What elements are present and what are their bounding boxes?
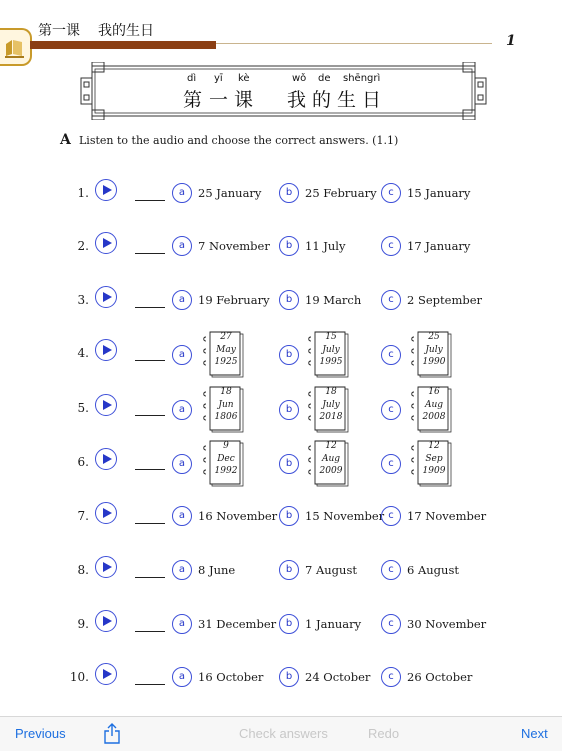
- check-answers-button[interactable]: Check answers: [239, 726, 328, 741]
- option-b-button[interactable]: b: [279, 614, 299, 634]
- next-button[interactable]: Next: [521, 726, 548, 741]
- option-c-button[interactable]: c: [381, 614, 401, 634]
- calendar-month: Sep: [425, 453, 443, 464]
- calendar-month: Aug: [424, 399, 444, 410]
- calendar-month: Aug: [321, 453, 341, 464]
- hanzi-de: 的: [312, 89, 332, 111]
- pinyin-di: dì: [187, 73, 197, 84]
- calendar-day: 16: [428, 387, 440, 397]
- option-b-text: 24 October: [305, 670, 371, 684]
- play-audio-icon[interactable]: [95, 610, 117, 632]
- option-a-button[interactable]: a: [172, 614, 192, 634]
- question-number: 8.: [77, 563, 89, 577]
- answer-blank[interactable]: [135, 415, 165, 416]
- option-a-button[interactable]: a: [172, 454, 192, 474]
- option-c-button[interactable]: c: [381, 345, 401, 365]
- answer-blank[interactable]: [135, 577, 165, 578]
- calendar-month: July: [322, 344, 340, 355]
- play-audio-icon[interactable]: [95, 179, 117, 201]
- calendar-year: 1995: [319, 357, 343, 367]
- answer-blank[interactable]: [135, 253, 165, 254]
- calendar-month: Dec: [217, 453, 235, 464]
- option-a-text: 16 October: [198, 670, 264, 684]
- play-audio-icon[interactable]: [95, 232, 117, 254]
- option-b-button[interactable]: b: [279, 400, 299, 420]
- option-c-text: 17 January: [407, 239, 471, 253]
- calendar-month: July: [425, 344, 443, 355]
- hanzi-ke: 课: [234, 89, 254, 111]
- calendar-day: 25: [428, 332, 440, 342]
- option-a-button[interactable]: a: [172, 560, 192, 580]
- calendar-day: 27: [220, 332, 232, 342]
- question-number: 3.: [77, 293, 89, 307]
- calendar-day: 15: [325, 332, 337, 342]
- play-audio-icon[interactable]: [95, 556, 117, 578]
- question-number: 9.: [77, 617, 89, 631]
- calendar-day: 12: [325, 441, 337, 451]
- calendar-month: May: [216, 344, 236, 355]
- calendar-year: 1909: [422, 466, 446, 476]
- lesson-name: 我的生日: [98, 23, 154, 39]
- play-audio-icon[interactable]: [95, 448, 117, 470]
- option-c-text: 30 November: [407, 617, 487, 631]
- option-b-button[interactable]: b: [279, 454, 299, 474]
- lesson-title-bar: [30, 41, 216, 49]
- share-icon[interactable]: [103, 722, 121, 744]
- page-number: 1: [506, 33, 516, 49]
- pinyin-shengri: shēngrì: [343, 73, 381, 84]
- option-a-text: 31 December: [198, 617, 277, 631]
- option-c-text: 15 January: [407, 186, 471, 200]
- question-number: 1.: [77, 186, 89, 200]
- option-c-button[interactable]: c: [381, 454, 401, 474]
- calendar-year: 1990: [422, 357, 446, 367]
- option-c-text: 26 October: [407, 670, 473, 684]
- lesson-banner-frame: [80, 62, 487, 120]
- book-icon: [0, 28, 32, 66]
- option-a-button[interactable]: a: [172, 506, 192, 526]
- pinyin-ke: kè: [238, 73, 250, 84]
- option-a-text: 25 January: [198, 186, 262, 200]
- option-a-button[interactable]: a: [172, 183, 192, 203]
- hanzi-wo: 我: [287, 89, 307, 111]
- option-b-text: 25 February: [305, 186, 377, 200]
- calendar-year: 1806: [214, 412, 238, 422]
- option-c-button[interactable]: c: [381, 400, 401, 420]
- option-b-text: 15 November: [305, 509, 385, 523]
- option-a-button[interactable]: a: [172, 667, 192, 687]
- calendar-day: 9: [223, 441, 229, 451]
- pinyin-de: de: [318, 73, 331, 84]
- option-a-text: 16 November: [198, 509, 278, 523]
- lesson-label: 第一课: [38, 23, 80, 39]
- redo-button[interactable]: Redo: [368, 726, 400, 741]
- calendar-day: 18: [220, 387, 232, 397]
- calendar-month: July: [322, 399, 340, 410]
- option-b-text: 1 January: [305, 617, 362, 631]
- option-a-text: 7 November: [198, 239, 270, 253]
- play-audio-icon[interactable]: [95, 339, 117, 361]
- option-a-text: 19 February: [198, 293, 270, 307]
- option-c-button[interactable]: c: [381, 290, 401, 310]
- answer-blank[interactable]: [135, 307, 165, 308]
- question-number: 5.: [77, 401, 89, 415]
- hanzi-ri: 日: [362, 89, 382, 111]
- question-number: 2.: [77, 239, 89, 253]
- calendar-day: 18: [325, 387, 337, 397]
- lesson-title: [38, 20, 154, 40]
- answer-blank[interactable]: [135, 631, 165, 632]
- option-b-button[interactable]: b: [279, 236, 299, 256]
- option-c-button[interactable]: c: [381, 183, 401, 203]
- calendar-month: Jun: [218, 399, 234, 410]
- option-b-text: 7 August: [305, 563, 357, 577]
- calendar-year: 1992: [214, 466, 238, 476]
- option-c-button[interactable]: c: [381, 560, 401, 580]
- answer-blank[interactable]: [135, 469, 165, 470]
- option-c-text: 17 November: [407, 509, 487, 523]
- header-divider: [216, 43, 492, 44]
- section-instruction: Listen to the audio and choose the correct answers. (1.1): [79, 134, 399, 147]
- play-audio-icon[interactable]: [95, 286, 117, 308]
- calendar-year: 1925: [214, 357, 238, 367]
- option-c-button[interactable]: c: [381, 667, 401, 687]
- option-a-button[interactable]: a: [172, 236, 192, 256]
- answer-blank[interactable]: [135, 360, 165, 361]
- option-c-button[interactable]: c: [381, 506, 401, 526]
- calendar-year: 2018: [319, 412, 343, 422]
- option-a-text: 8 June: [198, 563, 236, 577]
- pinyin-yi: yī: [214, 73, 223, 84]
- play-audio-icon[interactable]: [95, 502, 117, 524]
- hanzi-sheng: 生: [337, 89, 357, 111]
- section-letter: A: [60, 132, 71, 148]
- play-audio-icon[interactable]: [95, 394, 117, 416]
- answer-blank[interactable]: [135, 523, 165, 524]
- option-b-button[interactable]: b: [279, 560, 299, 580]
- option-c-text: 2 September: [407, 293, 483, 307]
- question-number: 4.: [77, 346, 89, 360]
- calendar-year: 2009: [319, 466, 343, 476]
- play-audio-icon[interactable]: [95, 663, 117, 685]
- calendar-year: 2008: [422, 412, 446, 422]
- answer-blank[interactable]: [135, 200, 165, 201]
- question-number: 10.: [69, 670, 89, 684]
- option-a-button[interactable]: a: [172, 290, 192, 310]
- option-b-button[interactable]: b: [279, 183, 299, 203]
- previous-button[interactable]: Previous: [15, 726, 66, 741]
- option-a-button[interactable]: a: [172, 400, 192, 420]
- option-b-button[interactable]: b: [279, 506, 299, 526]
- hanzi-yi: 一: [209, 89, 229, 111]
- pinyin-wo: wǒ: [292, 73, 307, 84]
- option-c-text: 6 August: [407, 563, 459, 577]
- option-b-button[interactable]: b: [279, 667, 299, 687]
- question-number: 6.: [77, 455, 89, 469]
- question-number: 7.: [77, 509, 89, 523]
- option-b-button[interactable]: b: [279, 290, 299, 310]
- option-b-text: 11 July: [305, 239, 346, 253]
- calendar-day: 12: [428, 441, 440, 451]
- hanzi-di: 第: [183, 89, 203, 111]
- option-b-text: 19 March: [305, 293, 362, 307]
- option-c-button[interactable]: c: [381, 236, 401, 256]
- answer-blank[interactable]: [135, 684, 165, 685]
- option-b-button[interactable]: b: [279, 345, 299, 365]
- option-a-button[interactable]: a: [172, 345, 192, 365]
